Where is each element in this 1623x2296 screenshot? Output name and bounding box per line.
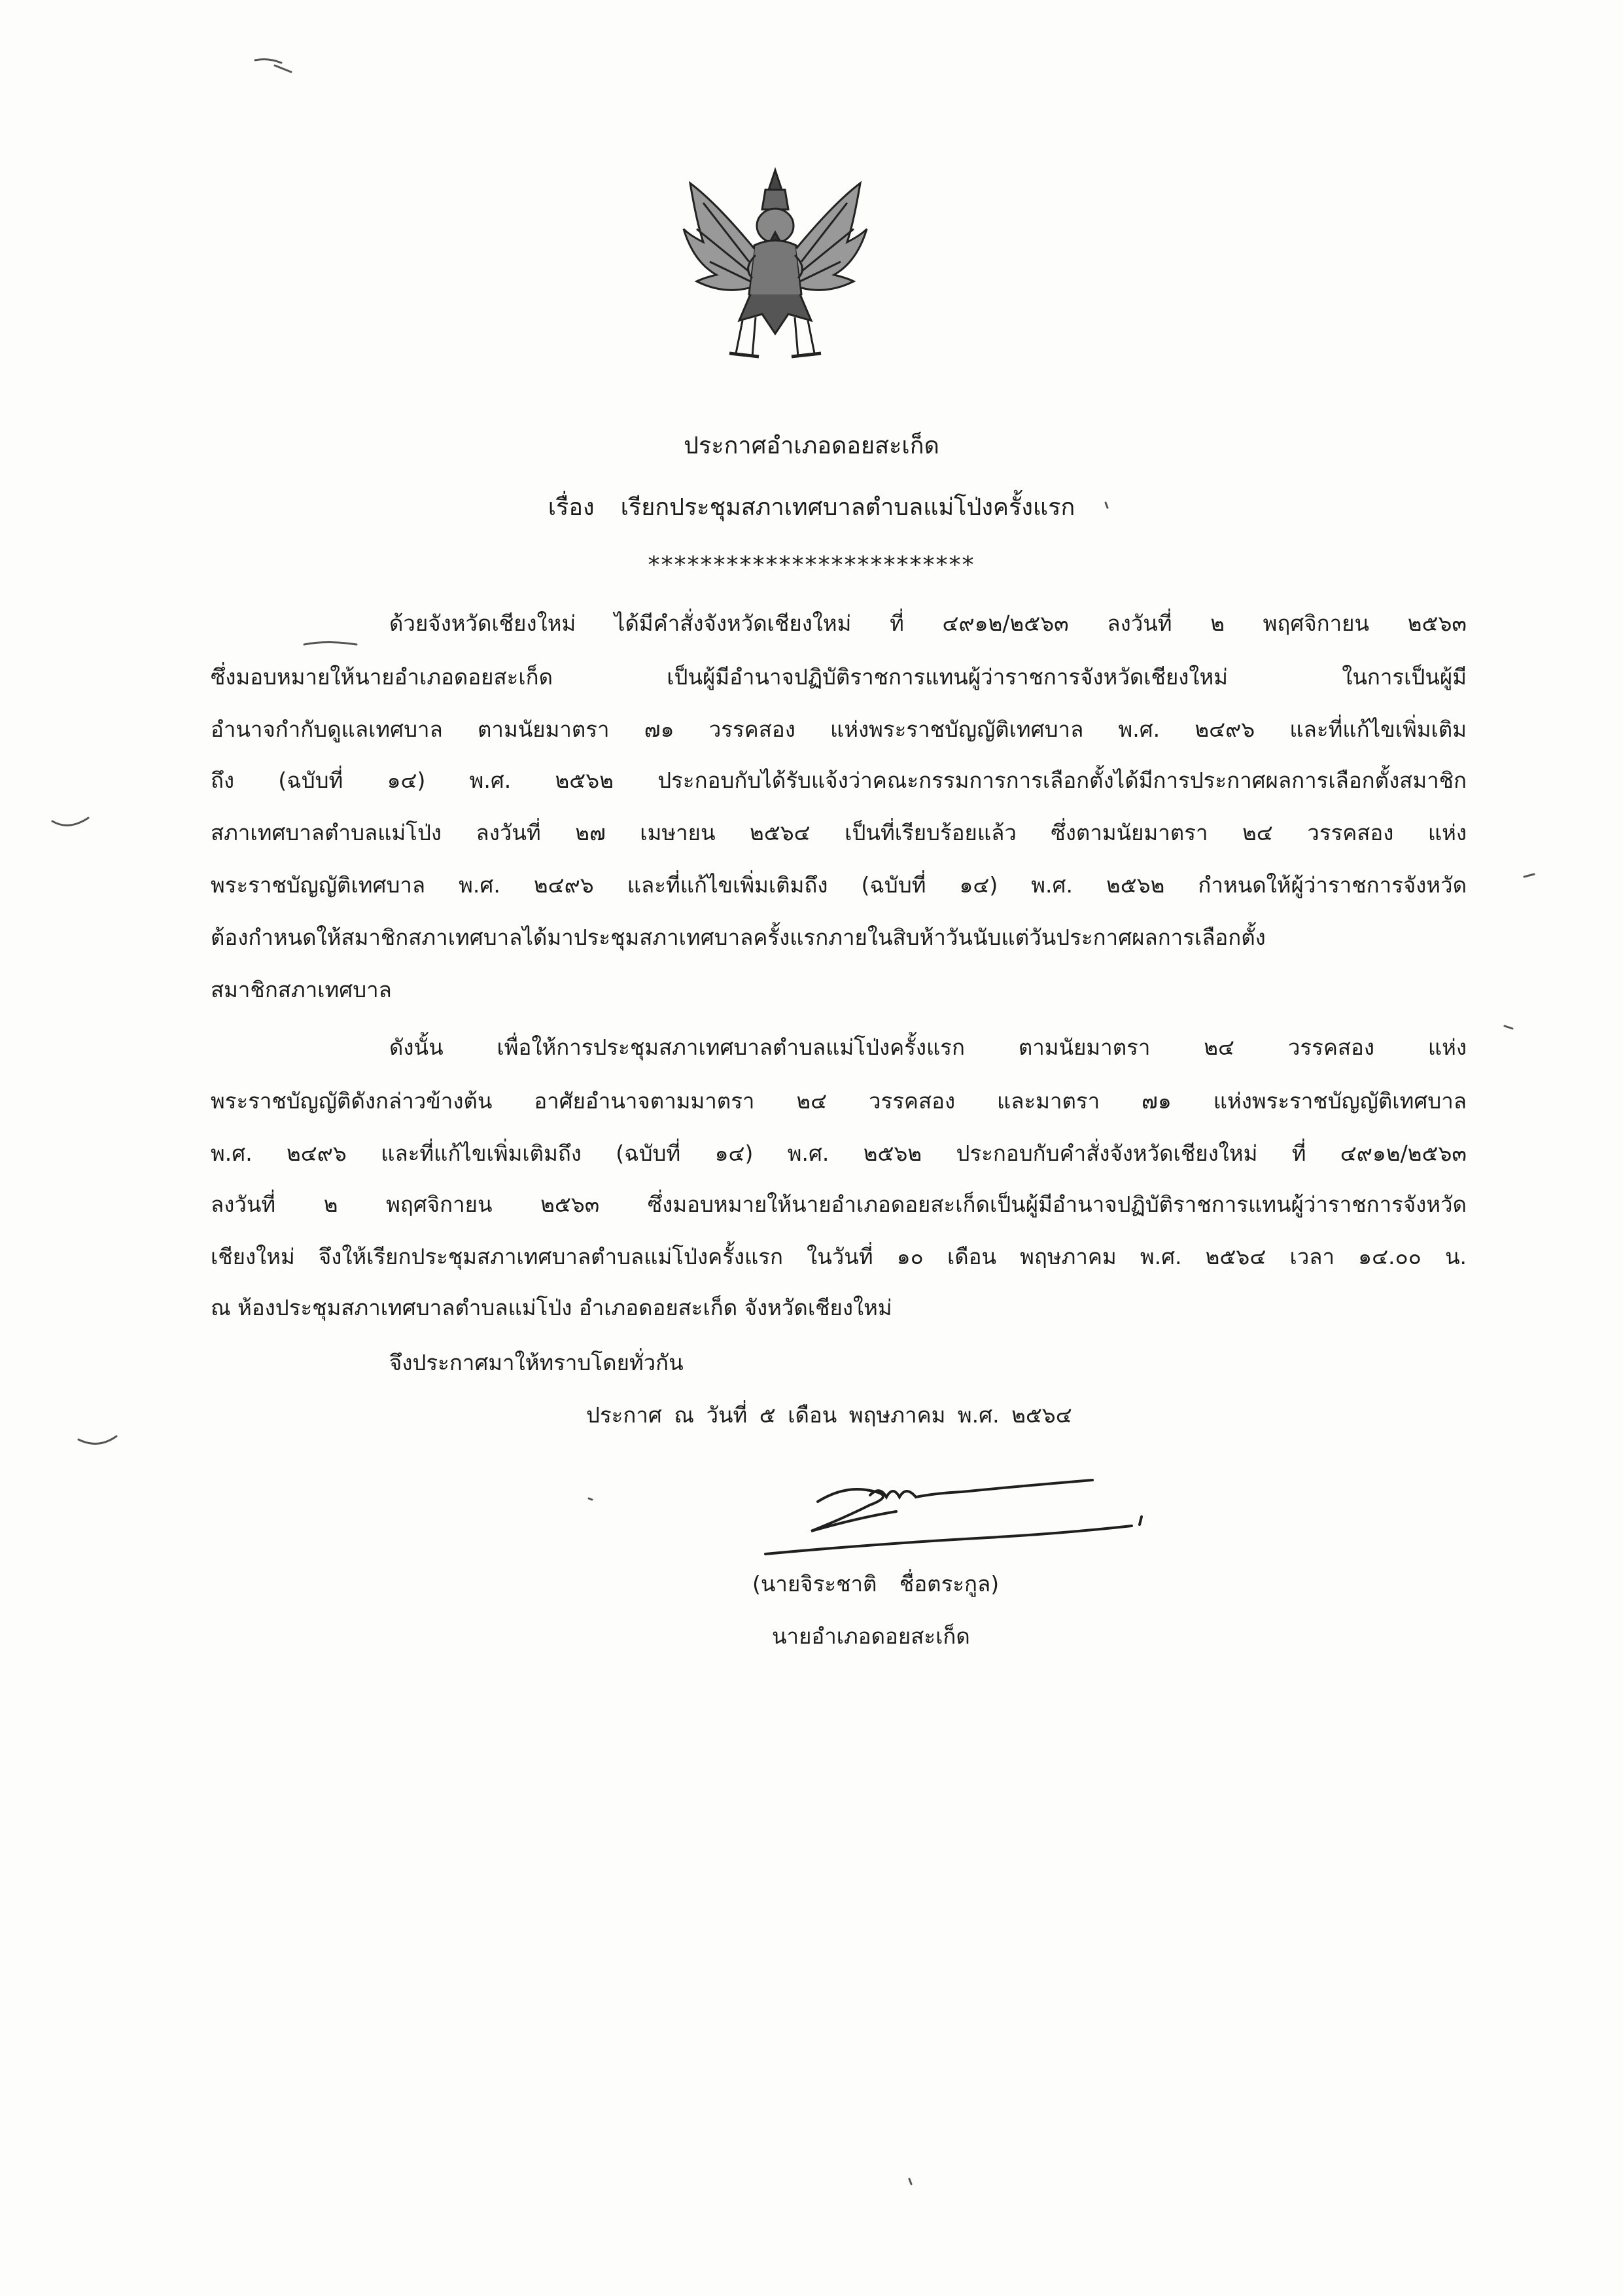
paragraph1-line: อำนาจกำกับดูแลเทศบาล ตามนัยมาตรา ๗๑ วรรคสอง แห่งพระราชบัญญัติเทศบาล พ.ศ. ๒๔๙๖ และที่แก้ไขเพิ่มเติม	[211, 716, 1467, 742]
paragraph2-line: ดังนั้น เพื่อให้การประชุมสภาเทศบาลตำบลแม่โป่งครั้งแรก ตามนัยมาตรา ๒๔ วรรคสอง แห่ง	[389, 1034, 1467, 1060]
subject-text: เรียกประชุมสภาเทศบาลตำบลแม่โป่งครั้งแรก	[620, 494, 1075, 521]
signer-name: (นายจิระชาติ ชื่อตระกูล)	[752, 1571, 1000, 1597]
paragraph2-line: เชียงใหม่ จึงให้เรียกประชุมสภาเทศบาลตำบลแม่โป่งครั้งแรก ในวันที่ ๑๐ เดือน พฤษภาคม พ.ศ. ๒๕๖๔ เวลา ๑๔.๐๐ น.	[211, 1244, 1467, 1269]
paragraph2-line: ลงวันที่ ๒ พฤศจิกายน ๒๕๖๓ ซึ่งมอบหมายให้นายอำเภอดอยสะเก็ดเป็นผู้มีอำนาจปฏิบัติราชการแทนผู้ว่าราชการจังหวัด	[211, 1192, 1467, 1217]
paragraph1-line: ถึง (ฉบับที่ ๑๔) พ.ศ. ๒๕๖๒ ประกอบกับได้รับแจ้งว่าคณะกรรมการการเลือกตั้งได้มีการประกาศผลการเลือกตั้งสมาชิก	[211, 768, 1467, 793]
paragraph1-line: พระราชบัญญัติเทศบาล พ.ศ. ๒๔๙๖ และที่แก้ไขเพิ่มเติมถึง (ฉบับที่ ๑๔) พ.ศ. ๒๕๖๒ กำหนดให้ผู้ว่าราชการจังหวัด	[211, 872, 1467, 898]
signer-position: นายอำเภอดอยสะเก็ด	[772, 1623, 970, 1649]
garuda-emblem-icon	[677, 164, 873, 366]
paragraph1-line: สมาชิกสภาเทศบาล	[211, 977, 392, 1002]
dateline: ประกาศ ณ วันที่ ๕ เดือน พฤษภาคม พ.ศ. ๒๕๖๔	[586, 1402, 1072, 1428]
paragraph1-line: สภาเทศบาลตำบลแม่โป่ง ลงวันที่ ๒๗ เมษายน ๒๕๖๔ เป็นที่เรียบร้อยแล้ว ซึ่งตามนัยมาตรา ๒๔ วรรคสอง แห่ง	[211, 820, 1467, 845]
paragraph1-line: ด้วยจังหวัดเชียงใหม่ ได้มีคำสั่งจังหวัดเชียงใหม่ ที่ ๔๙๑๒/๒๕๖๓ ลงวันที่ ๒ พฤศจิกายน ๒๕๖๓	[389, 610, 1467, 636]
closing-line: จึงประกาศมาให้ทราบโดยทั่วกัน	[389, 1350, 684, 1375]
paragraph2-line: พ.ศ. ๒๔๙๖ และที่แก้ไขเพิ่มเติมถึง (ฉบับที่ ๑๔) พ.ศ. ๒๕๖๒ ประกอบกับคำสั่งจังหวัดเชียงใหม่ ที่ ๔๙๑๒/๒๕๖๓	[211, 1140, 1467, 1166]
paragraph2-line: ณ ห้องประชุมสภาเทศบาลตำบลแม่โป่ง อำเภอดอยสะเก็ด จังหวัดเชียงใหม่	[211, 1295, 892, 1320]
paragraph1-line: ต้องกำหนดให้สมาชิกสภาเทศบาลได้มาประชุมสภาเทศบาลครั้งแรกภายในสิบห้าวันนับแต่วันประกาศผลการเลือกตั้ง	[211, 925, 1266, 950]
paragraph1-line: ซึ่งมอบหมายให้นายอำเภอดอยสะเก็ด เป็นผู้มีอำนาจปฏิบัติราชการแทนผู้ว่าราชการจังหวัดเชียงใหม่ ในการเป็นผู้มี	[211, 664, 1467, 690]
paragraph2-line: พระราชบัญญัติดังกล่าวข้างต้น อาศัยอำนาจตามมาตรา ๒๔ วรรคสอง และมาตรา ๗๑ แห่งพระราชบัญญัติเทศบาล	[211, 1088, 1467, 1114]
subject-line	[0, 492, 1623, 523]
signature-mark	[739, 1439, 1164, 1570]
subject-label: เรื่อง	[548, 494, 595, 521]
announcement-title: ประกาศอำเภอดอยสะเก็ด	[684, 433, 939, 459]
separator-line: *************************	[648, 552, 975, 578]
